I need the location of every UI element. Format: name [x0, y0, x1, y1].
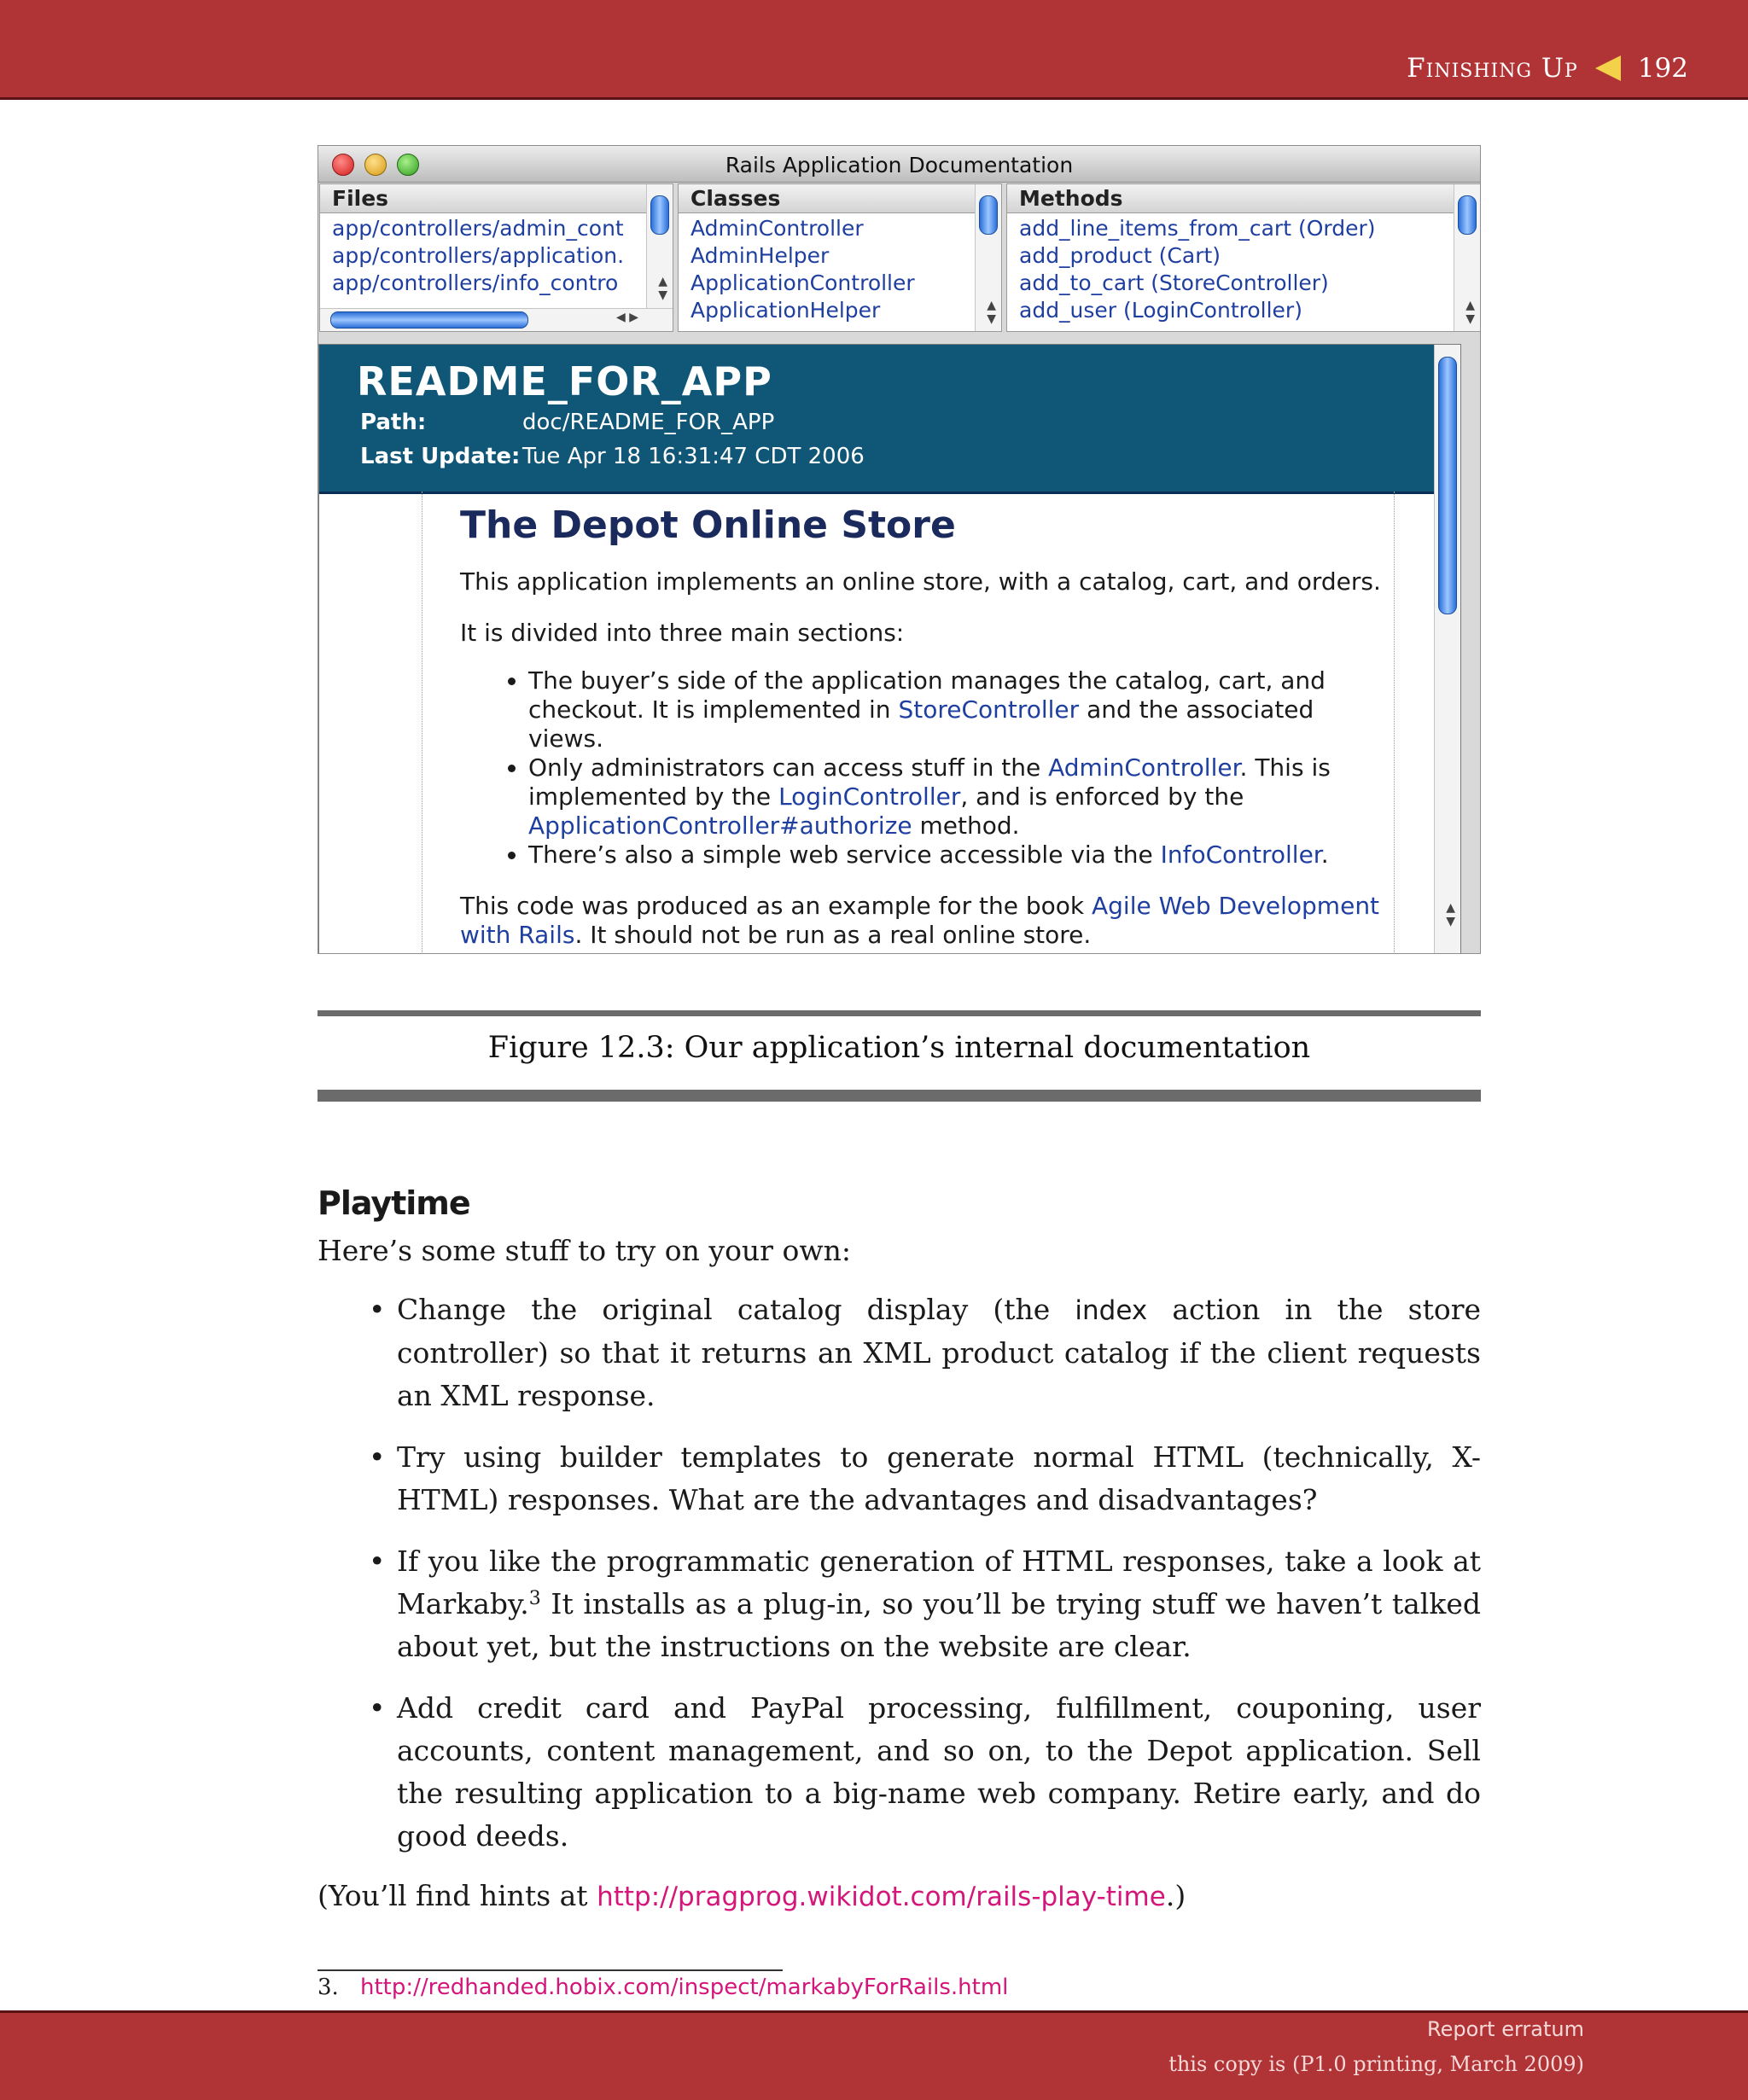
methods-header: Methods — [1007, 184, 1480, 213]
doc-title: README_FOR_APP — [357, 358, 772, 404]
method-item[interactable]: add_line_items_from_cart (Order) — [1019, 216, 1376, 241]
running-head — [1407, 53, 1688, 84]
doc-scroll-thumb[interactable] — [1438, 357, 1457, 614]
doc-paragraph: It is divided into three main sections: — [460, 619, 905, 647]
file-item[interactable]: app/controllers/application. — [332, 243, 625, 268]
method-item[interactable]: add_user (LoginController) — [1019, 298, 1302, 323]
link-admincontroller[interactable]: AdminController — [1048, 753, 1240, 782]
doc-bullet-list — [460, 666, 1394, 870]
scroll-thumb[interactable] — [650, 195, 669, 235]
scroll-arrows-icon[interactable]: ▲ ▼ — [1465, 299, 1475, 326]
hscroll-arrows-icon[interactable]: ◀ ▶ — [616, 311, 638, 324]
doc-header — [319, 345, 1460, 494]
methods-scrollbar[interactable] — [1454, 184, 1480, 331]
hint-link[interactable]: http://pragprog.wikidot.com/rails-play-time — [597, 1882, 1166, 1912]
file-item[interactable]: app/controllers/admin_cont — [332, 216, 624, 241]
link-storecontroller[interactable]: StoreController — [898, 695, 1080, 724]
list-item: • Add credit card and PayPal processing, fulfillment, couponing, user accounts, content management, and so on, to the Depot application. Sell the resulting application to a big-name web company. Retire early, and do good deeds. — [318, 1687, 1481, 1858]
link-infocontroller[interactable]: InfoController — [1160, 841, 1321, 869]
scroll-arrows-icon[interactable]: ▲ ▼ — [1446, 901, 1455, 928]
scroll-thumb[interactable] — [979, 195, 998, 235]
scroll-arrows-icon[interactable]: ▲ ▼ — [987, 299, 996, 326]
figure-caption: Figure 12.3: Our application’s internal documentation — [487, 1031, 1311, 1065]
bullet-icon: • — [369, 1440, 386, 1474]
footnote-link[interactable]: http://redhanded.hobix.com/inspect/markabyForRails.html — [360, 1975, 1009, 2000]
bullet-icon: • — [369, 1691, 386, 1725]
window-title: Rails Application Documentation — [725, 153, 1074, 177]
bullet-icon: • — [369, 1544, 386, 1578]
figure-rule-top — [318, 1010, 1481, 1016]
doc-paragraph: This application implements an online store, with a catalog, cart, and orders. — [460, 567, 1381, 596]
list-item: • If you like the programmatic generation of HTML responses, take a look at Markaby.$^3$ It installs as a plug-in, so you’ll be trying stuff we haven’t talked about yet, but the instructions on the website are clear. — [318, 1540, 1481, 1668]
classes-pane — [678, 183, 1002, 332]
class-item[interactable]: ApplicationHelper — [690, 298, 881, 323]
footnote: 3. http://redhanded.hobix.com/inspect/markabyForRails.html — [318, 1975, 1009, 2000]
doc-bullet: • Only administrators can access stuff in the AdminController. This is implemented by the LoginController, and is enforced by the ApplicationController#authorize method. — [528, 753, 1394, 841]
methods-pane — [1006, 183, 1481, 332]
code-index: index — [1075, 1295, 1148, 1326]
files-hscrollbar[interactable] — [320, 308, 673, 331]
section-title-running: Finishing Up — [1407, 53, 1578, 84]
files-header: Files — [320, 184, 673, 213]
doc-scrollbar[interactable] — [1434, 345, 1460, 954]
header-band — [0, 0, 1748, 100]
hint-line: (You’ll find hints at http://pragprog.wikidot.com/rails-play-time.) — [318, 1879, 1186, 1912]
list-item: • Change the original catalog display (the index action in the store controller) so that it returns an XML product catalog if the client requests an XML response. — [318, 1289, 1481, 1417]
figure-rule-bottom — [318, 1090, 1481, 1102]
class-item[interactable]: AdminController — [690, 216, 864, 241]
section-intro: Here’s some stuff to try on your own: — [318, 1234, 851, 1267]
doc-paragraph: This code was produced as an example for the book Agile Web Development with Rails. It should not be run as a real online store. — [460, 892, 1380, 949]
link-logincontroller[interactable]: LoginController — [778, 782, 961, 811]
section-heading: Playtime — [318, 1184, 470, 1222]
file-item[interactable]: app/controllers/info_contro — [332, 270, 619, 295]
link-authorize[interactable]: ApplicationController#authorize — [528, 811, 912, 840]
scroll-thumb[interactable] — [1458, 195, 1477, 235]
files-pane — [319, 183, 673, 332]
classes-header: Classes — [679, 184, 1001, 213]
doc-heading: The Depot Online Store — [460, 503, 956, 547]
method-item[interactable]: add_to_cart (StoreController) — [1019, 270, 1329, 295]
report-erratum-link[interactable]: Report erratum — [1427, 2017, 1584, 2041]
footnote-rule — [318, 1969, 783, 1971]
list-item: • Try using builder templates to generate normal HTML (technically, X-HTML) responses. What are the advantages and disadvantages? — [318, 1436, 1481, 1521]
doc-viewer — [318, 344, 1461, 954]
window-titlebar — [318, 146, 1480, 183]
arrow-left-icon[interactable] — [1595, 55, 1621, 81]
doc-bullet: • The buyer’s side of the application manages the catalog, cart, and checkout. It is implemented in StoreController and the associated views. — [528, 666, 1394, 753]
doc-path: Path: doc/README_FOR_APP — [360, 410, 775, 435]
link-book[interactable]: Agile Web Development with Rails — [460, 892, 1380, 949]
scroll-arrows-icon[interactable]: ▲ ▼ — [658, 275, 667, 302]
copy-info: this copy is (P1.0 printing, March 2009) — [1168, 2052, 1584, 2076]
class-item[interactable]: ApplicationController — [690, 270, 915, 295]
classes-scrollbar[interactable] — [975, 184, 1001, 331]
method-item[interactable]: add_product (Cart) — [1019, 243, 1221, 268]
page-number: 192 — [1637, 53, 1688, 84]
bullet-icon: • — [369, 1293, 386, 1326]
doc-bullet: • There’s also a simple web service accessible via the InfoController. — [528, 841, 1394, 870]
hscroll-thumb[interactable] — [330, 311, 528, 329]
class-item[interactable]: AdminHelper — [690, 243, 830, 268]
exercise-list — [318, 1289, 1481, 1876]
doc-last-update: Last Update:Tue Apr 18 16:31:47 CDT 2006 — [360, 444, 865, 469]
rdoc-window — [318, 145, 1481, 954]
doc-body — [422, 492, 1395, 954]
footnote-ref[interactable]: 3 — [528, 1588, 541, 1609]
